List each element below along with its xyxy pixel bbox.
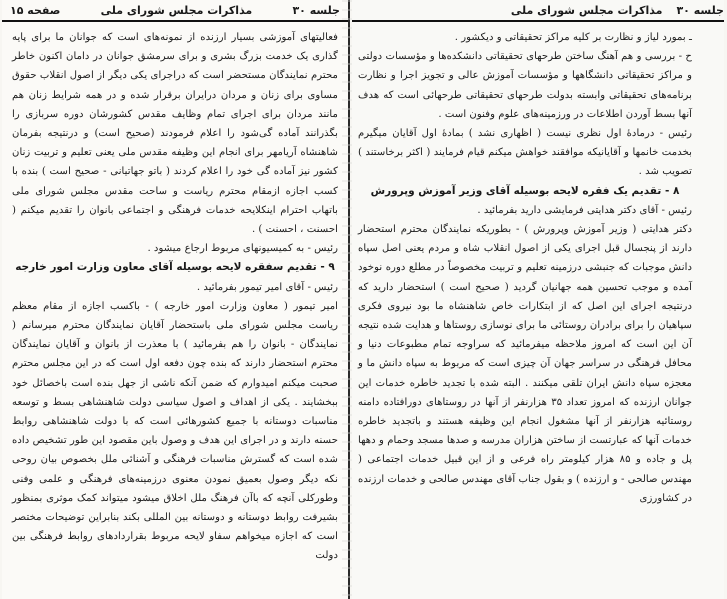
right-page-title: مذاکرات مجلس شورای ملی: [510, 3, 663, 17]
left-page-header: [2, 0, 348, 22]
paragraph-item-research: ـ بمورد لیاز و نظارت بر کلیه مراکز تحقیقاتی و ‎‎‎دیکشور .: [454, 32, 692, 43]
left-text-column: [2, 22, 348, 566]
right-page: [352, 0, 724, 599]
paragraph-item-h: ح - بررسی و هم آهنگ ساختن طرحهای تحقیقاتی دانشکده‌ها و مؤسسات دولتی و مراکز تحقیقاتی دانشگاهها و مؤسسات آموزش عالی و تجویز اجرا و نظارت برنامه‌های تحقیقاتی وابسته بدولت طرحهای تحقیقاتی طرحهائی است که هدف آنها بسط آوردن اطلاعات در ورزمینه‌های علوم وفنون است .: [358, 51, 692, 120]
paragraph-amir-teymour: امیر تیمور ( معاون وزارت امور خارجه ) - باکسب اجازه از مقام معظم ریاست مجلس شورای ملی باستحضار آقایان نمایندگان محترم میرسانم ( نمایندگان - بانوان را هم بفرمائید ) با معذرت از بانوان و آقایان نمایندگان محترم استحضار دارند که بنده چون دفعه اول است که در این مجلس محترم صحبت میکنم امیدوارم که ضمن آنکه ناشی از جهل بنده است باخصائل خود ببخشایند . یکی از اهداف و اصول سیاسی دولت شاهنشاهی بسط و توسعه مناسبات دوستانه با جمیع کشورهائی است که با دولت شاهنشاهی روابط حسنه دارند و در اجرای این هدف و وصول باین مقصود این طور تشخیص داده شده است که گسترش مناسبات فرهنگی و آشنائی ملل بخصوص بیان روحی نکه دیگر وصول بعمیق نمودن معنوی درزمینه‌های فرهنگی و علمی وفنی وطورکلی آنچه که باآن فرهنگ ملل اخلاق میشود میتواند کمک موثری بمنظور بشیرفت روابط دوستانه و دوستانه بین المللی بکند بنابراین توضیحات مختصر است که اجازه میخواهم سفاو لایحه مربوط بقراردادهای روابط فرهنگی بین دولت: [12, 300, 338, 562]
paragraph-vote: رئیس - درمادۀ اول نظری نیست ( اظهاری نشد ) بمادۀ اول آقایان میگیرم بخدمت خانمها و آقایانیکه موافقند خواهش میکنم قیام فرمایند ( اکثر برخاستند ) تصویب شد .: [358, 128, 692, 178]
right-page-header: [352, 0, 724, 22]
left-page: [2, 0, 350, 599]
paragraph-speaker-hedayati: رئیس - آقای دکتر هدایتی فرمایشی دارید بفرمائید .: [477, 204, 692, 216]
left-page-number: صفحه ۱۵: [10, 3, 61, 17]
section-heading-8: ۸ - تقدیم یک فقره لایحه بوسیله آقای وزیر آموزش وپرورش: [370, 184, 680, 197]
left-page-session: جلسه ۳۰: [292, 3, 340, 17]
paragraph-speaker-call: رئیس - آقای امیر تیمور بفرمائید .: [196, 281, 338, 293]
paragraph-education-speech: فعالیتهای آموزشی بسیار ارزنده از نمونه‌های است که جوانان ما برای پایه گذاری یک خدمت بزرگ بشری و برای سرمشق جوانان در دامان اکنون خاطر محترم نمایندگان مستحضر است که دراجرای یکی دیگر از اصول انقلاب حقوق مساوی برای زنان و مردان درایران برقرار شده و در همه شرایط زنان هم مانند مردان برای اجرای تمام وظایف مقدس کشورشان دوره سربازی را بگذرانند آماده گی‌شود را اعلام فرمودند (صحیح است) و درنتیجه بفرمان شاهنشاه آریامهر برای انجام این وظیفه مقدس ملی یعنی تعلیم و تربیت زنان کشور نیز آماده گی خود را اعلام کردند ( باتو جهاتیانی - صحیح است ) بنده با کسب اجازه ازمقام محترم ریاست و ساحت مقدس مجلس شورای ملی باتهاب احترام اینکلایحه خدمات فرهنگی و اجتماعی بانوان را تقدیم میکنم ( احسنت ، احسنت ) .: [12, 32, 338, 236]
right-page-session: جلسه ۳۰: [676, 3, 724, 17]
right-text-column: [352, 22, 724, 508]
paragraph-hedayati-speech: دکتر هدایتی ( وزیر آموزش وپرورش ) - بطوریکه نمایندگان محترم استحضار دارند از پنجسال قبل اجرای یکی از اصول انقلاب شاه و مردم یعنی اصل سپاه دانش موجبات که جنبشی درزمینه تعلیم و تربیت مخصوصاً در مطلع دوره نوخود آمده و موجب تحسین همه جهانیان گردید ( صحیح است ) استحضار دارید که درنتیجه اجرای این اصل که از ابتکارات خاص شاهنشاه ما بود نیروی فکری سپاهیان را برای برادران روستائی ما برای نوسازی روستاها و هدایت شده نتیجه آن این است که امروز ملاحظه میفرمائید که سراوجه تمام مطبوعات دنیا و محافل فرهنگی در سراسر جهان آن چیزی است که مربوط به سپاه دانش ما و معجزه سپاه دانش ایران تلقی میکنند . البته شده با تجدید خاطره خدمات این جوانان ارزنده که امروز تعداد ۳۵ هزارنفر از آنها در روستاهای دورافتاده دامنه روستائیه هزارنفر از آنها مشغول انجام این وظیفه هستند و باتجدید خاطره خدمات آنها که عبارتست از ساختن هزاران مدرسه و صدها مسجد وحمام و دهها پل و جاده و ۸۵ هزار کیلومتر راه فرعی و از این قبیل خدمات اجتماعی ( مهندس صالحی - و ارزنده ) و بقول جناب آقای مهندس صالحی و خدمات ارزنده در کشاورزی: [358, 224, 693, 504]
paragraph-referral: رئیس - به کمیسیونهای مربوط ارجاع میشود .: [147, 243, 338, 255]
left-page-title: مذاکرات مجلس شورای ملی: [100, 3, 253, 17]
section-heading-9: ۹ - تقدیم سفقره لایحه بوسیله آقای معاون وزارت امور خارجه: [15, 261, 335, 274]
